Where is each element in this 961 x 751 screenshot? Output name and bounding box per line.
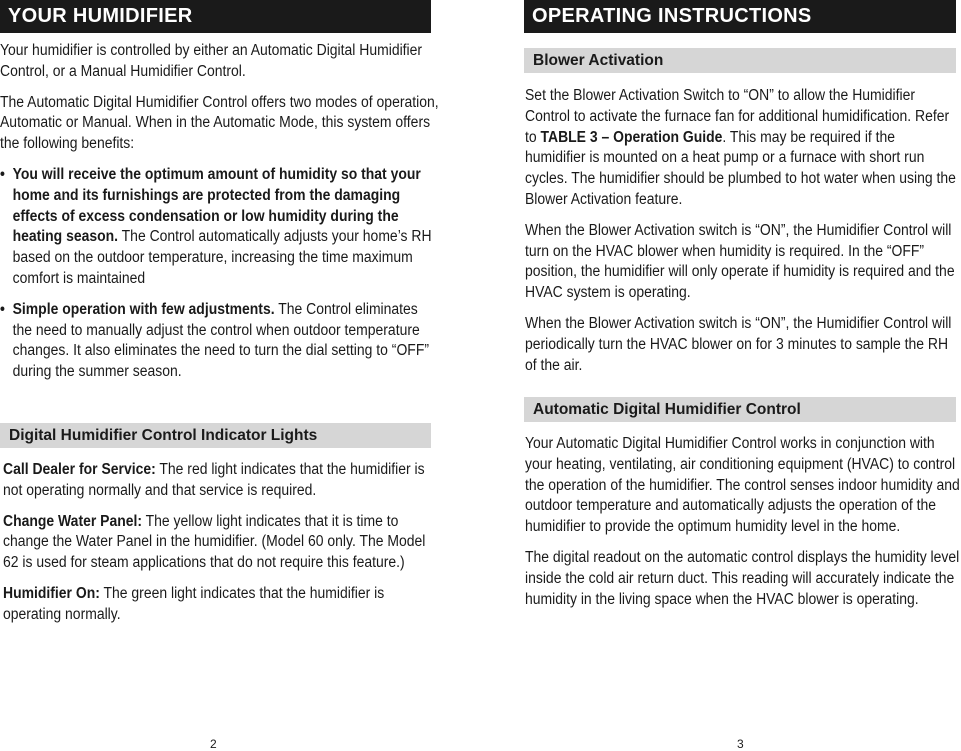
table-reference: TABLE 3 – Operation Guide: [540, 128, 723, 146]
indicator-lights-heading: Digital Humidifier Control Indicator Lights: [0, 423, 431, 448]
bullet-dot: •: [0, 300, 5, 318]
intro-paragraph-2: The Automatic Digital Humidifier Control offers two modes of operation, Automatic or Manual. When in the Automatic Mode, this system offers the following benefits:: [0, 93, 439, 153]
indicator-description: The green light indicates that the humidifier is operating normally.: [3, 584, 385, 623]
indicator-label: Humidifier On:: [3, 584, 100, 602]
indicator-description: The yellow light indicates that it is time to change the Water Panel in the humidifier. (Model 60 only. The Model 62 is used for steam applications that do not require this feature.): [3, 512, 426, 572]
section-title-your-humidifier: YOUR HUMIDIFIER: [0, 0, 431, 33]
indicator-label: Change Water Panel:: [3, 512, 143, 530]
blower-activation-block: [525, 86, 959, 376]
indicator-description: The red light indicates that the humidifier is not operating normally and that service is required.: [3, 461, 425, 499]
indicator-change-water-panel: [3, 512, 431, 574]
page-number-left: 2: [210, 737, 217, 751]
blower-p1-text-b: . This may be required if the humidifier is mounted on a heat pump or a furnace with short run cycles. The humidifier should be plumbed to hot water when using the Blower Activation feature.: [525, 128, 956, 208]
section-title-operating-instructions: OPERATING INSTRUCTIONS: [524, 0, 956, 33]
blower-p1-text-a: Set the Blower Activation Switch to “ON” to allow the Humidifier Control to activate the furnace fan for additional humidification. Refer to: [525, 87, 950, 146]
benefit-bullet-1: [0, 165, 441, 290]
automatic-paragraph-1: Your Automatic Digital Humidifier Control works in conjunction with your heating, ventilating, air conditioning equipment (HVAC) to control the operation of the humidifier. The control senses indoor humidity and outdoor temperature and automatically adjusts the operation of the humidifier to provide the optimum humidity level in the home.: [525, 435, 960, 536]
bullet-dot: •: [0, 165, 5, 183]
benefit-bold-text: You will receive the optimum amount of humidity so that your home and its furnishings are protected from the damaging effects of excess condensation or low humidity during the heating season.: [12, 165, 421, 246]
benefit-body-text: The Control automatically adjusts your home’s RH based on the outdoor temperature, increasing the time maximum comfort is maintained: [12, 228, 432, 287]
automatic-paragraph-2: The digital readout on the automatic control displays the humidity level inside the cold air return duct. This reading will accurately indicate the humidity in the living space when the HVAC blower is operating.: [525, 548, 960, 608]
blower-paragraph-1: [525, 86, 959, 211]
automatic-control-block: [525, 434, 961, 610]
automatic-control-heading: Automatic Digital Humidifier Control: [524, 397, 956, 422]
indicator-humidifier-on: [3, 584, 431, 626]
blower-paragraph-2: When the Blower Activation switch is “ON”, the Humidifier Control will turn on the HVAC blower when humidity is required. In the “OFF” position, the humidifier will only operate if humidity is required and the HVAC system is operating.: [525, 221, 955, 302]
indicator-label: Call Dealer for Service:: [3, 461, 156, 478]
benefit-bullet-2: [0, 300, 441, 383]
blower-activation-heading: Blower Activation: [524, 48, 956, 73]
indicator-call-dealer: [3, 460, 431, 502]
blower-paragraph-3: When the Blower Activation switch is “ON”, the Humidifier Control will periodically turn the HVAC blower on for 3 minutes to sample the RH of the air.: [525, 314, 952, 374]
intro-text-block: [0, 41, 441, 383]
intro-paragraph-1: Your humidifier is controlled by either an Automatic Digital Humidifier Control, or a Manual Humidifier Control.: [0, 42, 423, 80]
benefit-body-text: The Control eliminates the need to manually adjust the control when outdoor temperature changes. It also eliminates the need to turn the dial setting to “OFF” during the summer season.: [12, 300, 430, 381]
benefit-bold-text: Simple operation with few adjustments.: [12, 300, 275, 318]
page-number-right: 3: [737, 737, 744, 751]
indicator-lights-block: [3, 460, 431, 626]
